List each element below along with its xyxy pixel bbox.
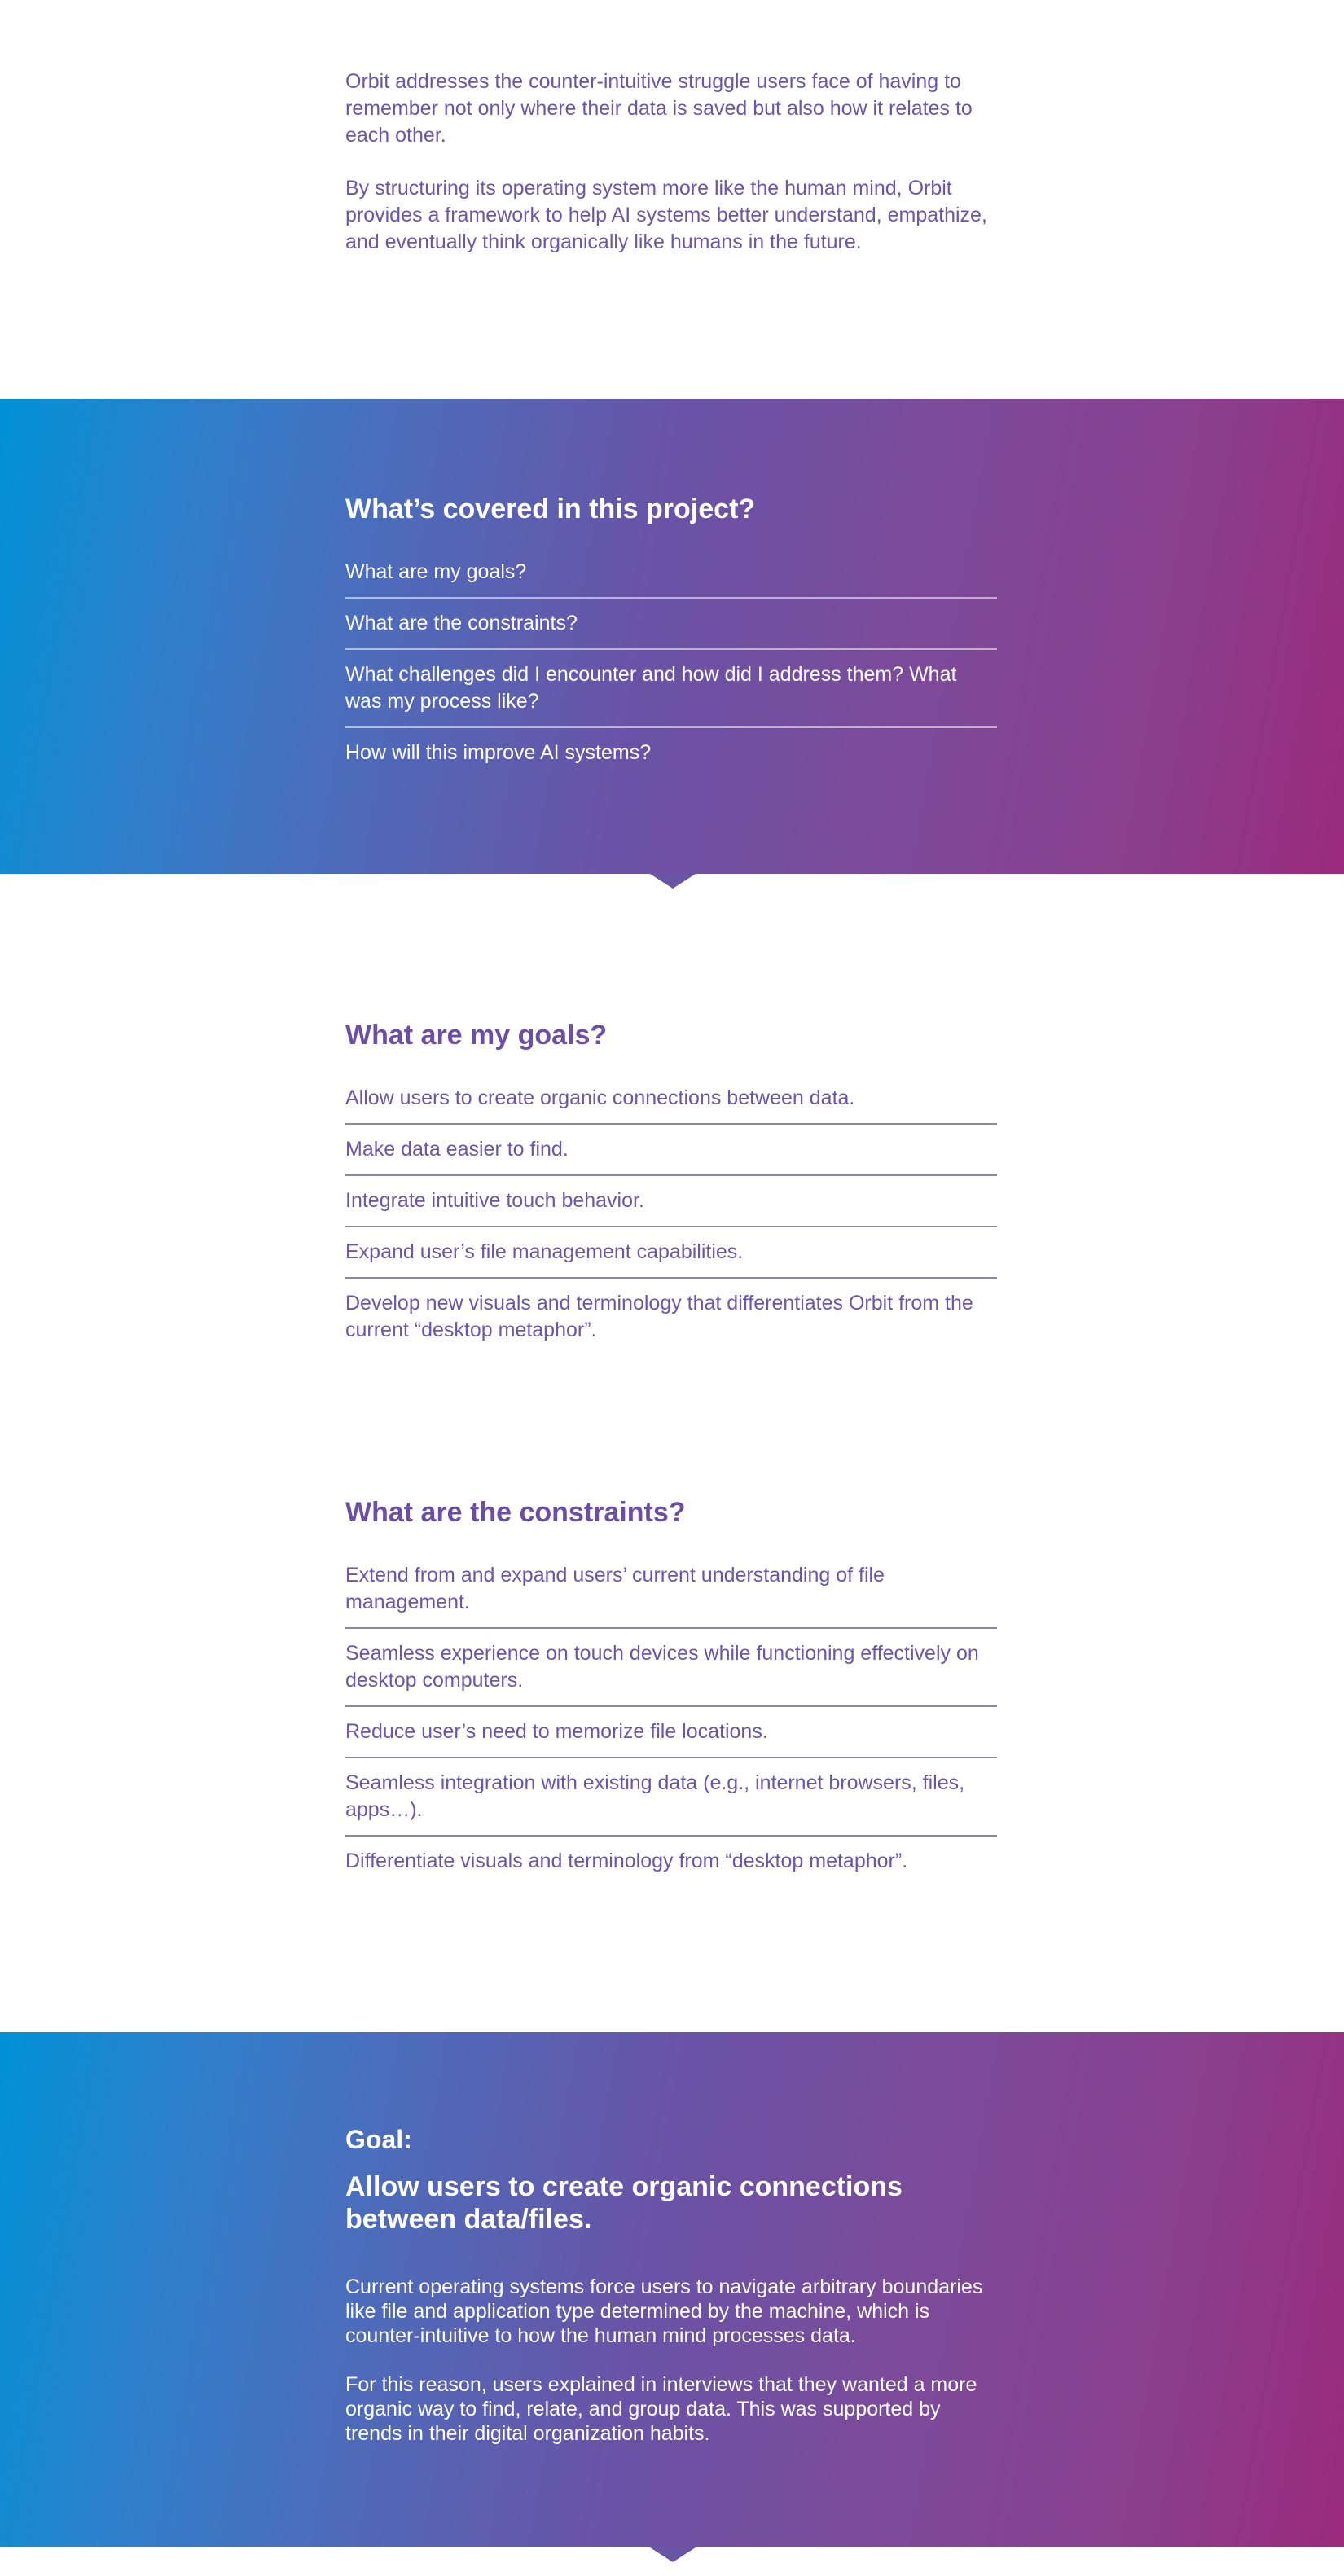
goals-list <box>345 1083 997 1355</box>
constraint-item: Extend from and expand users’ current understanding of file management. <box>345 1560 997 1629</box>
goal-detail-content <box>345 2123 997 2446</box>
goal-item: Integrate intuitive touch behavior. <box>345 1176 997 1227</box>
constraint-item: Differentiate visuals and terminology from “desktop metaphor”. <box>345 1850 908 1872</box>
intro-section <box>0 0 1344 399</box>
goals-title: What are my goals? <box>345 1020 608 1051</box>
constraint-item: Reduce user’s need to memorize file locations. <box>345 1707 997 1758</box>
goal-label: Goal: <box>345 2125 412 2154</box>
covered-item-challenges[interactable]: What challenges did I encounter and how did I address them? What was my process like? <box>345 650 997 728</box>
goal-paragraph: Current operating systems force users to navigate arbitrary boundaries like file and application type determined by the machine, which is counter-intuitive to how the human mind processes data. <box>345 2275 983 2347</box>
covered-item-goals[interactable]: What are my goals? <box>345 557 997 599</box>
constraints-list <box>345 1560 997 1886</box>
goal-item: Expand user’s file management capabilities. <box>345 1227 997 1279</box>
goals-content <box>345 1018 997 1355</box>
covered-list <box>345 557 997 778</box>
goal-item: Make data easier to find. <box>345 1125 997 1176</box>
intro-text <box>345 68 997 256</box>
goal-title: Allow users to create organic connections between data/files. <box>345 2171 903 2235</box>
down-arrow-notch <box>650 2547 696 2562</box>
goal-body <box>345 2275 997 2446</box>
covered-band <box>0 399 1344 874</box>
covered-item-constraints[interactable]: What are the constraints? <box>345 599 997 650</box>
constraint-item: Seamless integration with existing data (e.g., internet browsers, files, apps…). <box>345 1758 997 1837</box>
covered-title: What’s covered in this project? <box>345 494 756 524</box>
covered-item-ai[interactable]: How will this improve AI systems? <box>345 741 652 764</box>
constraint-item: Seamless experience on touch devices while functioning effectively on desktop computers. <box>345 1629 997 1707</box>
goal-detail-band <box>0 2032 1344 2547</box>
intro-paragraph: Orbit addresses the counter-intuitive struggle users face of having to remember not only where their data is saved but also how it relates to each other. <box>345 70 973 147</box>
intro-paragraph: By structuring its operating system more like the human mind, Orbit provides a framework to help AI systems better understand, empathize, and eventually think organically like humans in the future. <box>345 177 987 253</box>
goals-section <box>0 888 1344 1376</box>
goal-paragraph: For this reason, users explained in interviews that they wanted a more organic way to find, relate, and group data. This was supported by trends in their digital organization habits. <box>345 2373 977 2445</box>
constraints-content <box>345 1495 997 1886</box>
down-arrow-notch <box>650 874 696 889</box>
constraints-title: What are the constraints? <box>345 1497 686 1528</box>
goal-item: Develop new visuals and terminology that differentiates Orbit from the current “desktop metaphor”. <box>345 1292 973 1341</box>
constraints-section <box>0 1376 1344 2032</box>
covered-content <box>345 492 997 778</box>
goal-item: Allow users to create organic connections between data. <box>345 1083 997 1125</box>
